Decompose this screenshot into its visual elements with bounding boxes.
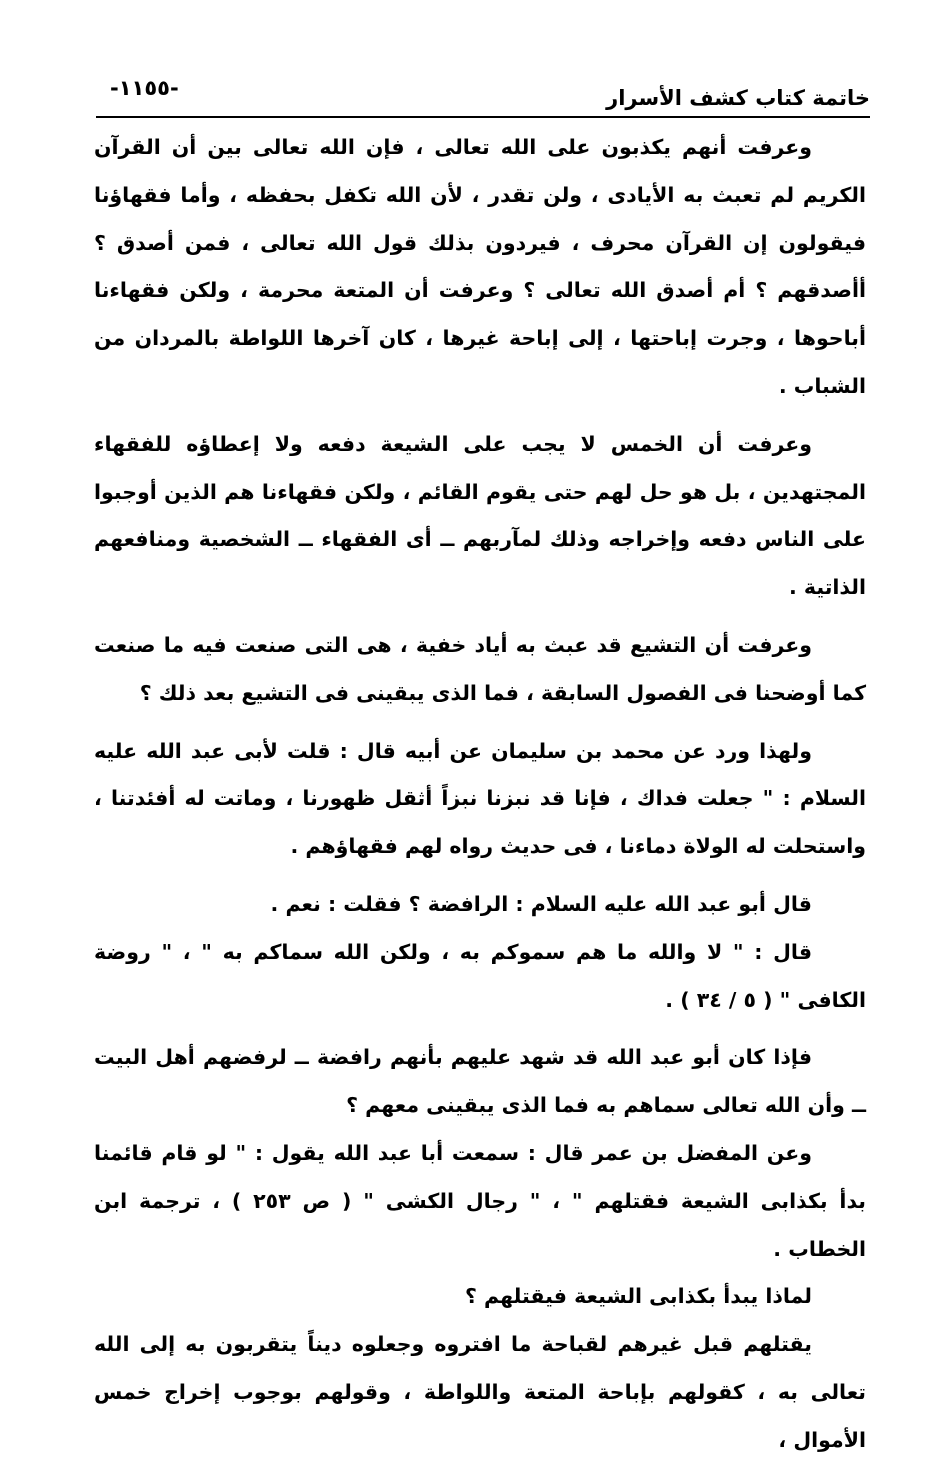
paragraph: وعرفت أن التشيع قد عبث به أياد خفية ، هى التى صنعت فيه ما صنعت كما أوضحنا فى الفصول السابقة ، فما الذى يبقينى فى التشيع بعد ذلك ؟ [94,632,866,705]
paragraph: لماذا يبدأ بكذابى الشيعة فيقتلهم ؟ [465,1284,812,1309]
header-rule [96,116,870,118]
paragraph: وعرفت أن الخمس لا يجب على الشيعة دفعه ولا إعطاؤه للفقهاء المجتهدين ، بل هو حل لهم حتى يقوم القائم ، ولكن فقهاءنا هم الذين أوجبوا على الناس دفعه وإخراجه وذلك لمآربهم ــ أى الفقهاء ــ الشخصية ومنافعهم الذاتية . [94,431,866,600]
paragraph: ولهذا ورد عن محمد بن سليمان عن أبيه قال : قلت لأبى عبد الله عليه السلام : " جعلت فداك ، فإنا قد نبزنا نبزاً أثقل ظهورنا ، وماتت له أفئدتنا ، واستحلت له الولاة دماءنا ، فى حديث رواه لهم فقهاؤهم . [94,738,866,859]
paragraph: قال : " لا والله ما هم سموكم به ، ولكن الله سماكم به " ، " روضة الكافى " ( ٥ / ٣٤ ) . [94,939,866,1012]
body-text [94,124,866,1465]
paragraph: وعرفت أنهم يكذبون على الله تعالى ، فإن الله تعالى بين أن القرآن الكريم لم تعبث به الأيادى ، ولن تقدر ، لأن الله تكفل بحفظه ، وأما فقهاؤنا فيقولون إن القرآن محرف ، فيردون بذلك قول الله تعالى ، فمن أصدق ؟ أأصدقهم ؟ أم أصدق الله تعالى ؟ وعرفت أن المتعة محرمة ، ولكن فقهاءنا أباحوها ، وجرت إباحتها ، إلى إباحة غيرها ، كان آخرها اللواطة بالمردان من الشباب . [94,135,866,398]
paragraph: قال أبو عبد الله عليه السلام : الرافضة ؟ فقلت : نعم . [270,891,812,916]
paragraph: وعن المفضل بن عمر قال : سمعت أبا عبد الله يقول : " لو قام قائمنا بدأ بكذابى الشيعة فقتلهم " ، " رجال الكشى " ( ص ٢٥٣ ) ، ترجمة ابن الخطاب . [94,1140,867,1261]
paragraph: فإذا كان أبو عبد الله قد شهد عليهم بأنهم رافضة ــ لرفضهم أهل البيت ــ وأن الله تعالى سماهم به فما الذى يبقينى معهم ؟ [94,1045,866,1118]
running-title: خاتمة كتاب كشف الأسرار [606,86,870,110]
page-header [96,72,870,114]
paragraph: يقتلهم قبل غيرهم لقباحة ما افتروه وجعلوه ديناً يتقربون به إلى الله تعالى به ، كقولهم بإباحة المتعة واللواطة ، وقولهم بوجوب إخراج خمس الأموال ، [94,1332,866,1452]
page-number: -١١٥٥- [110,76,179,100]
